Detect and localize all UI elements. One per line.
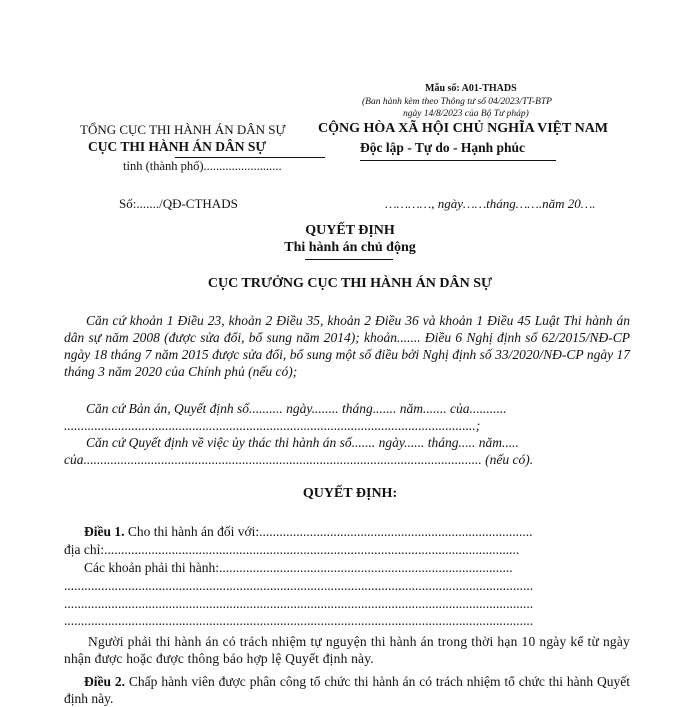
- issuing-authority: CỤC TRƯỞNG CỤC THI HÀNH ÁN DÂN SỰ: [207, 276, 493, 291]
- motto-underline: [360, 160, 556, 161]
- article-1-text: Cho thi hành án đối với:.................................................................................: [124, 524, 533, 539]
- national-motto: Độc lập - Tự do - Hạnh phúc: [360, 140, 526, 155]
- article-1-dots-3: ...........................................................................................................................................: [64, 613, 534, 628]
- form-code: Mẫu số: A01-THADS: [425, 83, 517, 94]
- province-line: tỉnh (thành phố).........................: [123, 159, 282, 173]
- preamble-paragraph-2-line-2: ..........................................................................................................................;: [64, 418, 481, 433]
- document-title: QUYẾT ĐỊNH: [305, 223, 395, 238]
- article-1-duty: Người phải thi hành án có trách nhiệm tự nguyện thi hành án trong thời hạn 10 ngày kể từ ngày nhận được hoặc được thông báo hợp lệ Quyết định này.: [64, 634, 630, 666]
- article-2-label: Điều 2.: [84, 674, 126, 689]
- agency-name: TỔNG CỤC THI HÀNH ÁN DÂN SỰ: [80, 122, 286, 137]
- form-note-line-1: (Ban hành kèm theo Thông tư số 04/2023/TT-BTP: [362, 97, 552, 107]
- article-1-dots-1: ...........................................................................................................................................: [64, 578, 534, 593]
- department-underline: [175, 157, 325, 158]
- article-1-label: Điều 1.: [84, 524, 125, 539]
- preamble-paragraph-3-line-1: Căn cứ Quyết định về việc ủy thác thi hành án số....... ngày...... tháng..... năm.....: [86, 435, 519, 450]
- article-2-text: Chấp hành viên được phân công tổ chức thi hành án có trách nhiệm tổ chức thi hành Quyết định này.: [64, 674, 631, 706]
- national-title: CỘNG HÒA XÃ HỘI CHỦ NGHĨA VIỆT NAM: [318, 121, 609, 136]
- form-note-line-2: ngày 14/8/2023 của Bộ Tư pháp): [403, 109, 529, 119]
- article-1-line: [84, 524, 533, 540]
- preamble-paragraph-3-line-2: của...................................................................................................................... (nếu có).: [64, 452, 534, 467]
- preamble-paragraph-1: Căn cứ khoản 1 Điều 23, khoản 2 Điều 35, khoản 2 Điều 36 và khoản 1 Điều 45 Luật Thi hành án dân sự năm 2008 (được sửa đổi, bổ sung năm 2014); khoản....... Điều 6 Nghị định số 62/2015/NĐ-CP ngày 18 tháng 7 năm 2015 được sửa đổi, bổ sung một số điều bởi Nghị định số 33/2020/NĐ-CP ngày 17 tháng 3 năm 2020 của Chính phủ (nếu có);: [64, 313, 630, 379]
- department-name: CỤC THI HÀNH ÁN DÂN SỰ: [88, 139, 267, 154]
- decision-heading: QUYẾT ĐỊNH:: [302, 486, 398, 501]
- date-line: …………, ngày……tháng…….năm 20….: [385, 196, 596, 211]
- article-1-obligations: Các khoản phải thi hành:.......................................................................................: [84, 560, 513, 575]
- article-1-address: địa chỉ:...........................................................................................................................: [64, 542, 520, 557]
- article-1-dots-2: ...........................................................................................................................................: [64, 596, 534, 611]
- article-2-paragraph: [64, 673, 630, 707]
- document-subtitle: Thi hành án chủ động: [284, 240, 416, 255]
- preamble-paragraph-2-line-1: Căn cứ Bản án, Quyết định số.......... ngày........ tháng....... năm....... của...........: [86, 401, 507, 416]
- document-number: Số:......./QĐ-CTHADS: [119, 196, 238, 211]
- subtitle-underline: [305, 259, 393, 260]
